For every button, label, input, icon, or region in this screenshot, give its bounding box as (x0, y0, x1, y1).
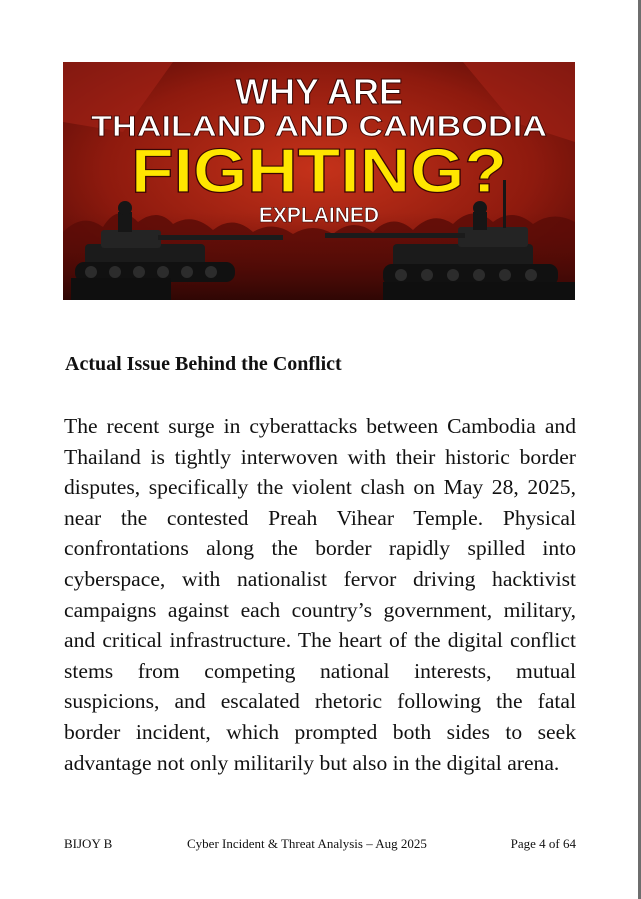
banner-illustration (63, 62, 575, 300)
banner-line-4: EXPLAINED (258, 204, 380, 227)
page-footer (64, 836, 576, 854)
banner-line-2: THAILAND AND CAMBODIA (91, 111, 548, 143)
banner-line-1: WHY ARE (234, 71, 404, 112)
footer-page-number: Page 4 of 64 (510, 836, 576, 851)
footer-author: BIJOY B (64, 836, 113, 851)
banner-line-3: FIGHTING? (131, 137, 508, 206)
section-paragraph: The recent surge in cyberattacks between Cambodia and Thailand is tightly interwoven with their historic border disputes, specifically the violent clash on May 28, 2025, near the contested Preah Vihear Temple. Physical confrontations along the border rapidly spilled into cyberspace, with nationalist fervor driving hacktivist campaigns against each country’s government, military, and critical infrastructure. The heart of the digital conflict stems from competing national interests, mutual suspicions, and escalated rhetoric following the fatal border incident, which prompted both sides to seek advantage not only militarily but also in the digital arena. (64, 414, 576, 775)
footer-title: Cyber Incident & Threat Analysis – Aug 2025 (187, 836, 427, 851)
section-heading: Actual Issue Behind the Conflict (65, 353, 342, 375)
banner-image (63, 62, 575, 300)
